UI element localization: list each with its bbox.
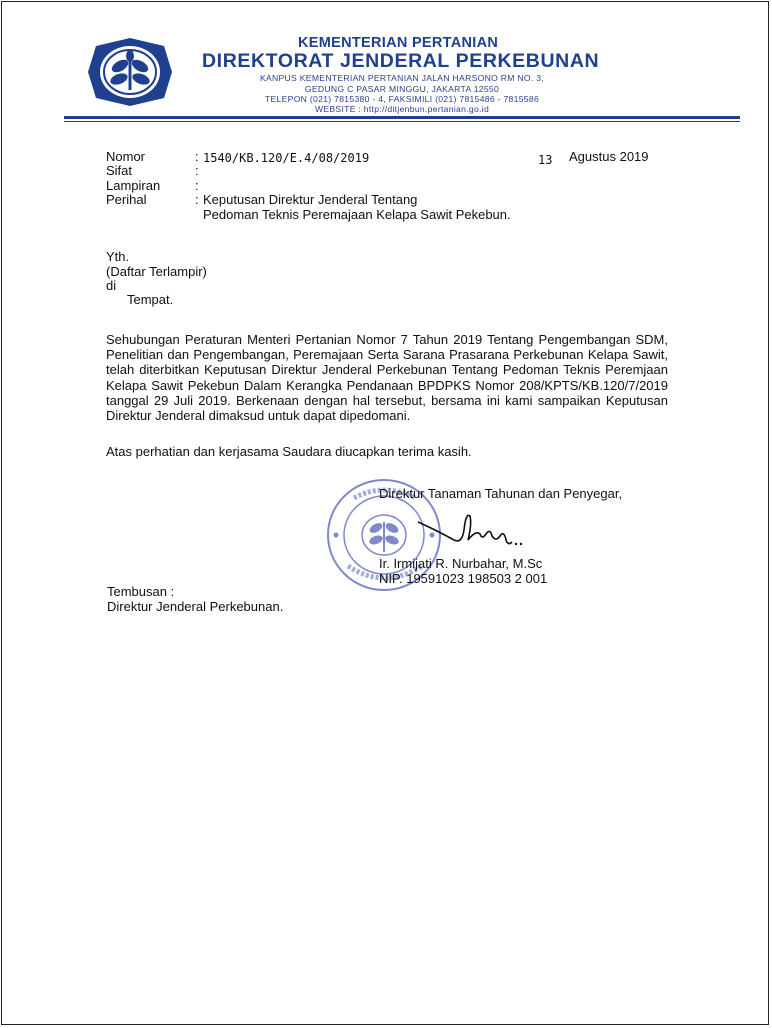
signature-icon [416, 500, 526, 560]
recipient-yth: Yth. [106, 249, 130, 264]
date-month-year: Agustus 2019 [569, 149, 649, 164]
address-line-1: KANPUS KEMENTERIAN PERTANIAN JALAN HARSONO RM NO. 3, [259, 73, 545, 83]
perihal-line-1: Keputusan Direktur Jenderal Tentang [203, 192, 418, 207]
letterhead-rule-thin [64, 121, 740, 122]
address-line-2: GEDUNG C PASAR MINGGU, JAKARTA 12550 [304, 84, 500, 94]
cc-label: Tembusan : [107, 584, 175, 599]
signatory-nip: NIP. 19591023 198503 2 001 [379, 571, 548, 586]
nomor-colon: : [195, 149, 199, 164]
perihal-label: Perihal [106, 192, 147, 207]
nomor-label: Nomor [106, 149, 146, 164]
recipient-place: Tempat. [127, 292, 174, 307]
ministry-name: KEMENTERIAN PERTANIAN [298, 35, 499, 51]
body-paragraph: Sehubungan Peraturan Menteri Pertanian Nomor 7 Tahun 2019 Tentang Pengembangan SDM, Penelitian dan Pengembangan, Peremajaan Serta Sarana Prasarana Perkebunan Kelapa Sawit, telah diterbitkan Keputusan Direktur Jenderal Perkebunan Tentang Pedoman Teknis Peremjaan Kelapa Sawit Pekebun Dalam Kerangka Pendanaan BPDPKS Nomor 208/KPTS/KB.120/7/2019 tanggal 29 Juli 2019. Berkenaan dengan hal tersebut, bersama ini kami sampaikan Keputusan Direktur Jenderal dimaksud untuk dapat dipedomani. [106, 332, 668, 424]
recipient-list: (Daftar Terlampir) [106, 264, 207, 279]
sifat-colon: : [195, 163, 199, 178]
closing-sentence: Atas perhatian dan kerjasama Saudara diucapkan terima kasih. [106, 444, 472, 459]
sifat-label: Sifat [106, 163, 133, 178]
signatory-name: Ir. Irmijati R. Nurbahar, M.Sc [379, 556, 543, 571]
letterhead-rule-thick [64, 116, 740, 119]
perihal-colon: : [195, 192, 199, 207]
phone-line: TELEPON (021) 7815380 - 4, FAKSIMILI (021) 7815486 - 7815586 [264, 94, 540, 104]
perihal-line-2: Pedoman Teknis Peremajaan Kelapa Sawit Pekebun. [203, 207, 511, 222]
date-day: 13 [538, 153, 553, 167]
website-line: WEBSITE : http://ditjenbun.pertanian.go.id [314, 104, 490, 114]
lampiran-colon: : [195, 178, 199, 193]
signatory-title: Direktur Tanaman Tahunan dan Penyegar, [379, 486, 623, 501]
directorate-name: DIREKTORAT JENDERAL PERKEBUNAN [202, 50, 600, 72]
cc-item: Direktur Jenderal Perkebunan. [107, 599, 284, 614]
lampiran-label: Lampiran [106, 178, 161, 193]
document-page [1, 1, 769, 1025]
nomor-value: 1540/KB.120/E.4/08/2019 [203, 151, 370, 165]
recipient-di: di [106, 278, 117, 293]
